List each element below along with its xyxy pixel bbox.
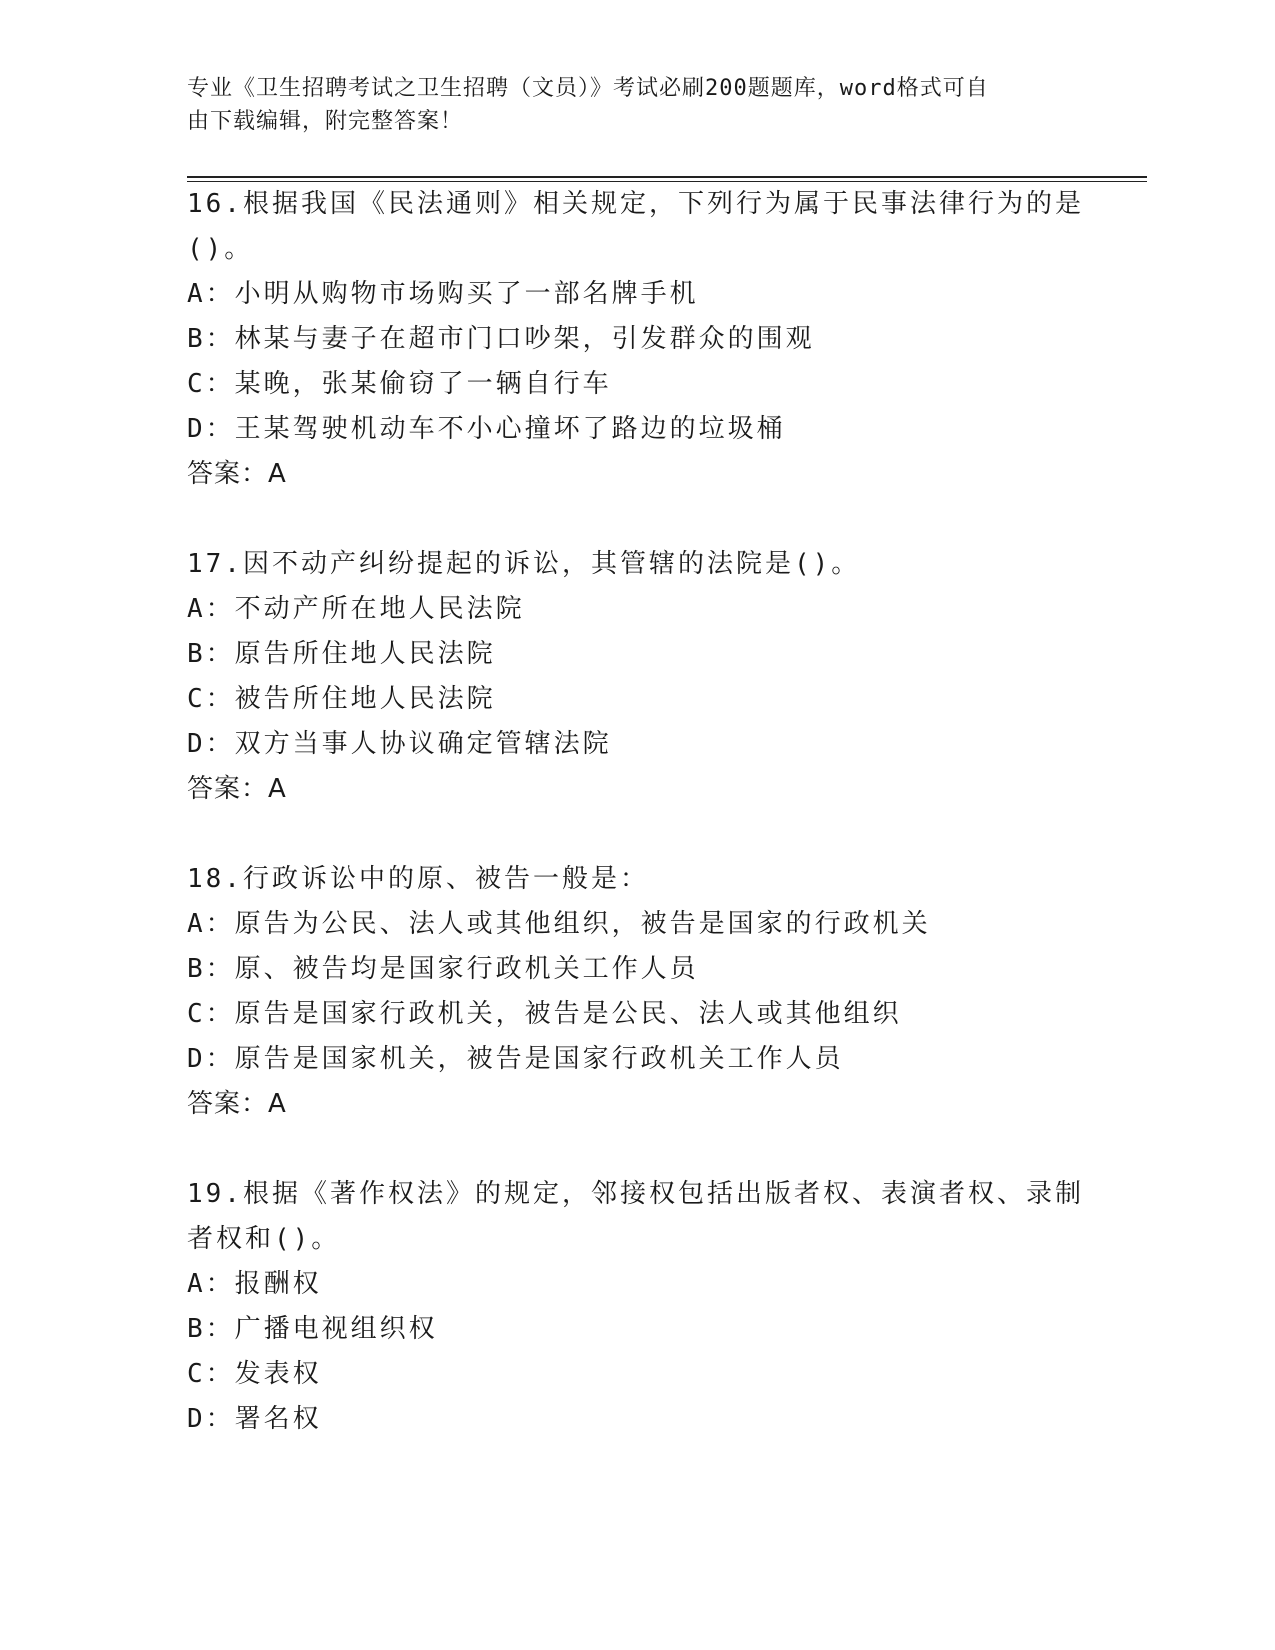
option-c: C：发表权	[187, 1359, 322, 1389]
option-d: D：王某驾驶机动车不小心撞坏了路边的垃圾桶	[187, 414, 786, 444]
question-17	[187, 542, 1147, 812]
question-16	[187, 182, 1147, 497]
option-c: C：原告是国家行政机关，被告是公民、法人或其他组织	[187, 999, 902, 1029]
question-stem: 19.根据《著作权法》的规定，邻接权包括出版者权、表演者权、录制	[187, 1179, 1084, 1209]
question-stem: 者权和()。	[187, 1224, 341, 1254]
question-stem: 16.根据我国《民法通则》相关规定，下列行为属于民事法律行为的是	[187, 189, 1084, 219]
question-stem: ()。	[187, 234, 254, 264]
option-c: C：某晚，张某偷窃了一辆自行车	[187, 369, 612, 399]
option-d: D：双方当事人协议确定管辖法院	[187, 729, 612, 759]
option-a: A：小明从购物市场购买了一部名牌手机	[187, 279, 699, 309]
option-a: A：不动产所在地人民法院	[187, 594, 525, 624]
header-line-1: 专业《卫生招聘考试之卫生招聘（文员）》考试必刷200题题库，word格式可自	[187, 76, 989, 101]
option-b: B：林某与妻子在超市门口吵架，引发群众的围观	[187, 324, 815, 354]
option-b: B：广播电视组织权	[187, 1314, 438, 1344]
header-line-2: 由下载编辑，附完整答案！	[187, 109, 464, 134]
answer: 答案：A	[187, 1089, 287, 1119]
option-d: D：原告是国家机关，被告是国家行政机关工作人员	[187, 1044, 844, 1074]
document-page	[187, 72, 1147, 1434]
question-stem: 18.行政诉讼中的原、被告一般是：	[187, 864, 649, 894]
question-list	[187, 182, 1147, 1487]
question-stem: 17.因不动产纠纷提起的诉讼，其管辖的法院是()。	[187, 549, 861, 579]
option-d: D：署名权	[187, 1404, 322, 1434]
answer: 答案：A	[187, 459, 287, 489]
option-a: A：报酬权	[187, 1269, 322, 1299]
divider-thick	[187, 176, 1147, 178]
question-18	[187, 857, 1147, 1127]
question-19	[187, 1172, 1147, 1442]
answer: 答案：A	[187, 774, 287, 804]
option-c: C：被告所住地人民法院	[187, 684, 496, 714]
option-b: B：原告所住地人民法院	[187, 639, 496, 669]
option-b: B：原、被告均是国家行政机关工作人员	[187, 954, 699, 984]
option-a: A：原告为公民、法人或其他组织，被告是国家的行政机关	[187, 909, 931, 939]
